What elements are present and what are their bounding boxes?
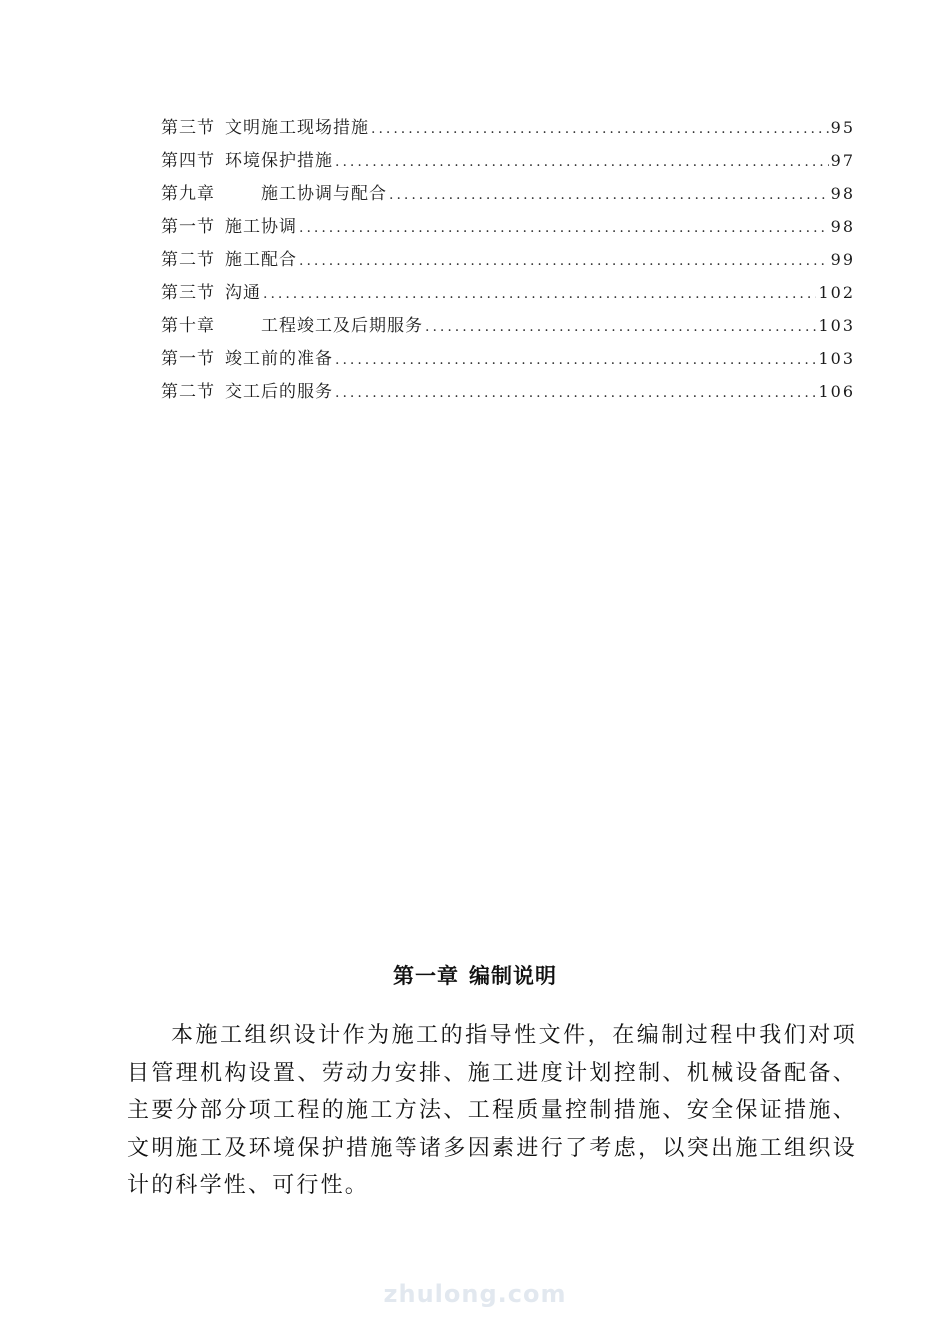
- toc-leader-dots: [263, 278, 816, 311]
- toc-entry-page: 99: [830, 250, 855, 269]
- toc-entry[interactable]: [161, 342, 855, 375]
- toc-entry-page: 103: [818, 349, 855, 368]
- toc-entry-number: 第二节: [161, 382, 215, 402]
- toc-entry-number: 第十章: [161, 316, 215, 336]
- toc-entry-page: 102: [818, 283, 855, 302]
- toc-entry-page: 106: [818, 382, 855, 401]
- toc-leader-dots: [425, 311, 816, 344]
- toc-entry-title: 工程竣工及后期服务: [261, 316, 423, 336]
- toc-entry-number: 第三节: [161, 118, 215, 138]
- toc-entry[interactable]: [161, 144, 855, 177]
- toc-entry-title: 文明施工现场措施: [225, 118, 369, 138]
- toc-entry-title: 环境保护措施: [225, 151, 333, 171]
- table-of-contents: [161, 111, 855, 408]
- toc-entry-title: 竣工前的准备: [225, 349, 333, 369]
- toc-leader-dots: [335, 377, 816, 410]
- toc-leader-dots: [335, 344, 816, 377]
- toc-leader-dots: [371, 113, 829, 146]
- toc-leader-dots: [335, 146, 829, 179]
- toc-entry-title: 施工配合: [225, 250, 297, 270]
- chapter-body-paragraph: 本施工组织设计作为施工的指导性文件，在编制过程中我们对项目管理机构设置、劳动力安排、施工进度计划控制、机械设备配备、主要分部分项工程的施工方法、工程质量控制措施、安全保证措施、文明施工及环境保护措施等诸多因素进行了考虑，以突出施工组织设计的科学性、可行性。: [127, 1023, 857, 1198]
- toc-leader-dots: [389, 179, 829, 212]
- toc-entry-title: 施工协调: [225, 217, 297, 237]
- toc-entry-page: 98: [830, 217, 855, 236]
- toc-entry-number: 第四节: [161, 151, 215, 171]
- toc-entry-title: 沟通: [225, 283, 261, 303]
- toc-entry[interactable]: [161, 111, 855, 144]
- toc-entry-title: 施工协调与配合: [261, 184, 387, 204]
- toc-chapter-entry[interactable]: [161, 177, 855, 210]
- toc-entry-number: 第一节: [161, 349, 215, 369]
- toc-entry[interactable]: [161, 243, 855, 276]
- toc-entry-title: 交工后的服务: [225, 382, 333, 402]
- toc-entry-number: 第二节: [161, 250, 215, 270]
- chapter-number: 第一章: [393, 964, 459, 988]
- toc-entry[interactable]: [161, 276, 855, 309]
- toc-entry-number: 第九章: [161, 184, 215, 204]
- toc-entry-number: 第三节: [161, 283, 215, 303]
- toc-entry-page: 103: [818, 316, 855, 335]
- toc-entry-number: 第一节: [161, 217, 215, 237]
- watermark-text: zhulong.com: [383, 1280, 567, 1308]
- toc-entry-page: 95: [830, 118, 855, 137]
- toc-entry-page: 98: [830, 184, 855, 203]
- toc-leader-dots: [299, 245, 829, 278]
- toc-entry[interactable]: [161, 375, 855, 408]
- toc-entry-page: 97: [830, 151, 855, 170]
- toc-leader-dots: [299, 212, 829, 245]
- toc-chapter-entry[interactable]: [161, 309, 855, 342]
- chapter-heading: [0, 960, 950, 990]
- chapter-title: 编制说明: [469, 964, 557, 988]
- toc-entry[interactable]: [161, 210, 855, 243]
